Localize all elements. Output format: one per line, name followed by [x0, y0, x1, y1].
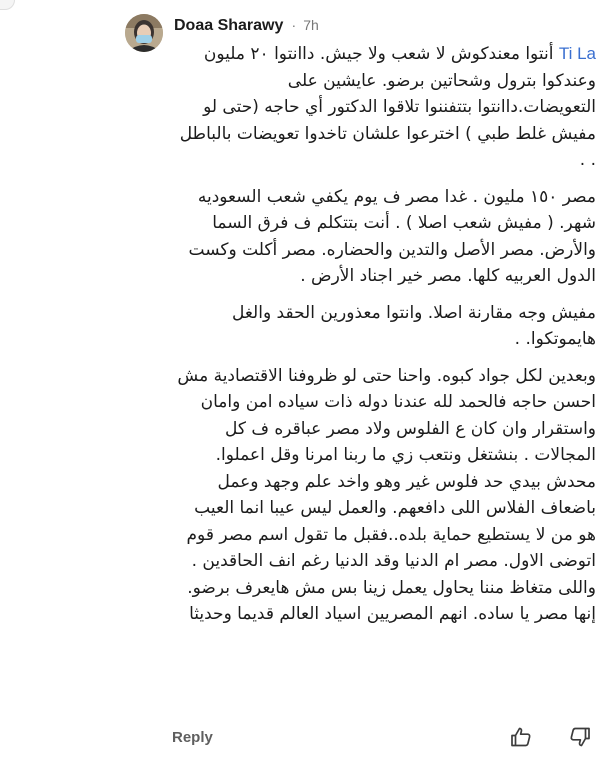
thumbs-down-icon[interactable] — [568, 725, 594, 751]
avatar-photo-icon — [125, 14, 163, 52]
comment-paragraph: مصر ١٥٠ مليون . غدا مصر ف يوم يكفي شعب السعوديه شهر. ( مفيش شعب اصلا ) . أنت بتتكلم ف فرق السما والأرض. مصر الأصل والتدين والحضاره. مصر أكلت وكست الدول العربيه كلها. مصر خير اجناد الأرض . — [188, 186, 596, 286]
separator-dot: · — [291, 17, 297, 33]
comment-body — [172, 41, 596, 628]
paragraph-text: أنتوا معندكوش لا شعب ولا جيش. داانتوا ٢٠ مليون وعندكوا بترول وشحاتين برضو. عايشين على التعويضات.داانتوا بتتفننوا تلاقوا الدكتور أي حاجه (حتى لو مفيش غلط طبي ) اخترعوا علشان تاخدوا تعويضات بالباطل . . — [179, 44, 596, 170]
comment-timestamp: 7h — [303, 17, 319, 33]
comment-header — [174, 15, 319, 35]
mention-link[interactable]: Ti La — [558, 44, 596, 63]
comment-paragraph: وبعدين لكل جواد كبوه. واحنا حتى لو ظروفنا الاقتصادية مش احسن حاجه فالحمد لله عندنا دوله ذات سياده امن وامان واستقرار وان كان ع الفلوس ولاد مصر عباقره ف كل المجالات . بنشتغل ونتعب زي ما ربنا امرنا وقل اعملوا. محدش بيدي حد فلوس غير وهو واخد علم وجهد وعمل باضعاف الفلاس اللى دافعهم. والعمل ليس عيبا انما العيب هو من لا يستطيع حماية بلده..فقبل ما تقول اسم مصر قوم اتوضى الاول. مصر ام الدنيا وقد الدنيا رغم انف الحاقدين . واللى متغاظ مننا يحاول يعمل زينا بس مش هايعرف برضو. إنها مصر يا ساده. انهم المصريين اسياد العالم قديما وحديثا — [177, 365, 596, 624]
thumbs-up-icon[interactable] — [509, 725, 535, 751]
previous-comment-card-edge — [0, 0, 15, 10]
comment-paragraph: مفيش وجه مقارنة اصلا. وانتوا معذورين الحقد والغل هايموتكوا. . — [231, 302, 596, 349]
reply-button[interactable]: Reply — [172, 729, 213, 746]
comment-paragraph — [172, 41, 596, 174]
author-name[interactable]: Doaa Sharawy — [174, 17, 284, 34]
comment-actions — [172, 724, 596, 754]
author-avatar[interactable] — [125, 14, 163, 52]
